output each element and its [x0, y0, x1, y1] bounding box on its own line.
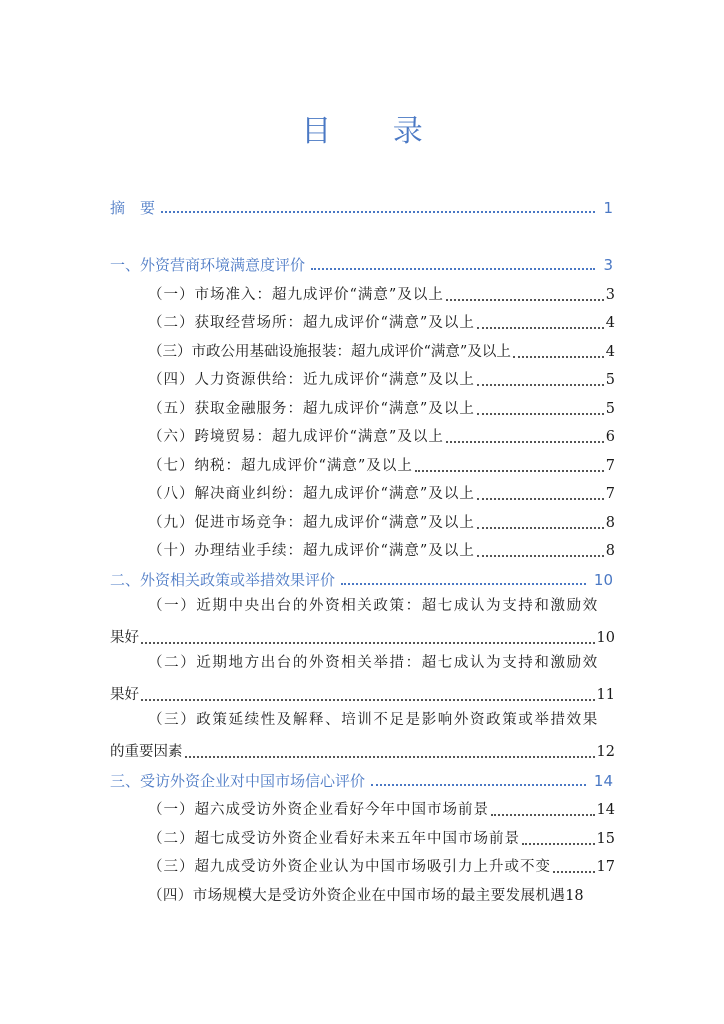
toc-page-number: 14 [593, 772, 613, 790]
toc-page-number: 11 [596, 687, 615, 703]
toc-page-number: 15 [596, 831, 615, 847]
toc-page-number: 8 [605, 515, 615, 531]
page-title: 目 录 [301, 114, 449, 149]
leader-dots [161, 210, 595, 213]
toc-entry-2-2[interactable] [110, 681, 615, 705]
leader-dots [341, 582, 586, 585]
toc-entry-1-3[interactable] [110, 338, 615, 362]
toc-label: （八）解决商业纠纷：超九成评价“满意”及以上 [148, 486, 475, 502]
toc-entry-1-10[interactable] [110, 537, 615, 561]
toc-label: （六）跨境贸易：超九成评价“满意”及以上 [148, 429, 444, 445]
leader-dots [477, 412, 604, 415]
toc-page-number: 4 [605, 344, 615, 360]
toc-page-number: 4 [605, 315, 615, 331]
toc-label: 摘 要 [110, 199, 156, 217]
leader-dots [371, 783, 586, 786]
toc-entry-3-4[interactable] [110, 882, 615, 906]
toc-page-number: 10 [596, 630, 615, 646]
toc-entry-1-6[interactable] [110, 423, 615, 447]
leader-dots [477, 526, 604, 529]
leader-dots [311, 267, 595, 270]
toc-page-number: 10 [593, 571, 613, 589]
toc-label: （三）市政公用基础设施报装：超九成评价“满意”及以上 [148, 344, 511, 360]
toc-entry-section-3[interactable] [110, 767, 615, 791]
toc-page-number: 5 [605, 372, 615, 388]
toc-label: （五）获取金融服务：超九成评价“满意”及以上 [148, 401, 475, 417]
toc-label: （二）获取经营场所：超九成评价“满意”及以上 [148, 315, 475, 331]
toc-entry-2-3[interactable] [110, 738, 615, 762]
toc-label: （四）人力资源供给：近九成评价“满意”及以上 [148, 372, 475, 388]
toc-label: 一、外资营商环境满意度评价 [110, 256, 306, 274]
toc-label: 果好 [110, 687, 139, 703]
toc-entry-1-9[interactable] [110, 509, 615, 533]
leader-dots [185, 755, 595, 758]
toc-entry-2-2-line1[interactable]: （二）近期地方出台的外资相关举措：超七成认为支持和激励效 [148, 655, 599, 671]
toc-entry-1-4[interactable] [110, 366, 615, 390]
toc-label: （一）市场准入：超九成评价“满意”及以上 [148, 287, 444, 303]
toc-page-number: 18 [565, 888, 584, 904]
leader-dots [415, 469, 604, 472]
toc-label: （四）市场规模大是受访外资企业在中国市场的最主要发展机遇 [148, 888, 566, 904]
leader-dots [446, 298, 604, 301]
toc-page-number: 3 [605, 287, 615, 303]
toc-entry-3-2[interactable] [110, 825, 615, 849]
toc-entry-abstract[interactable] [110, 194, 615, 218]
toc-label: （九）促进市场竞争：超九成评价“满意”及以上 [148, 515, 475, 531]
toc-page-number: 5 [605, 401, 615, 417]
toc-label: （二）超七成受访外资企业看好未来五年中国市场前景 [148, 831, 520, 847]
leader-dots [491, 813, 595, 816]
toc-label: （三）超九成受访外资企业认为中国市场吸引力上升或不变 [148, 859, 551, 875]
leader-dots [141, 698, 595, 701]
toc-page-number: 12 [596, 744, 615, 760]
toc-entry-1-5[interactable] [110, 395, 615, 419]
leader-dots [513, 355, 604, 358]
toc-entry-2-1[interactable] [110, 624, 615, 648]
leader-dots [477, 326, 604, 329]
toc-page-number: 7 [605, 486, 615, 502]
toc-entry-section-2[interactable] [110, 566, 615, 590]
toc-page-number: 17 [596, 859, 615, 875]
toc-label: （一）超六成受访外资企业看好今年中国市场前景 [148, 802, 489, 818]
toc-label: 二、外资相关政策或举措效果评价 [110, 571, 336, 589]
toc-label: 三、受访外资企业对中国市场信心评价 [110, 772, 366, 790]
toc-label: 果好 [110, 630, 139, 646]
toc-page-number: 8 [605, 543, 615, 559]
leader-dots [522, 842, 595, 845]
toc-entry-1-1[interactable] [110, 281, 615, 305]
leader-dots [477, 383, 604, 386]
leader-dots [141, 641, 595, 644]
toc-entry-2-1-line1[interactable]: （一）近期中央出台的外资相关政策：超七成认为支持和激励效 [148, 598, 599, 614]
leader-dots [446, 440, 604, 443]
toc-label: （七）纳税：超九成评价“满意”及以上 [148, 458, 413, 474]
toc-page-number: 3 [603, 256, 613, 274]
toc-page-number: 1 [603, 199, 613, 217]
leader-dots [477, 497, 604, 500]
toc-entry-2-3-line1[interactable]: （三）政策延续性及解释、培训不足是影响外资政策或举措效果 [148, 712, 599, 728]
toc-entry-1-2[interactable] [110, 309, 615, 333]
leader-dots [477, 554, 604, 557]
toc-entry-3-3[interactable] [110, 853, 615, 877]
toc-page-number: 14 [596, 802, 615, 818]
toc-entry-1-7[interactable] [110, 452, 615, 476]
toc-label: 的重要因素 [110, 744, 183, 760]
toc-page-number: 6 [605, 429, 615, 445]
leader-dots [553, 870, 595, 873]
toc-page-number: 7 [605, 458, 615, 474]
toc-entry-3-1[interactable] [110, 796, 615, 820]
toc-label: （十）办理结业手续：超九成评价“满意”及以上 [148, 543, 475, 559]
toc-entry-1-8[interactable] [110, 480, 615, 504]
toc-entry-section-1[interactable] [110, 251, 615, 275]
